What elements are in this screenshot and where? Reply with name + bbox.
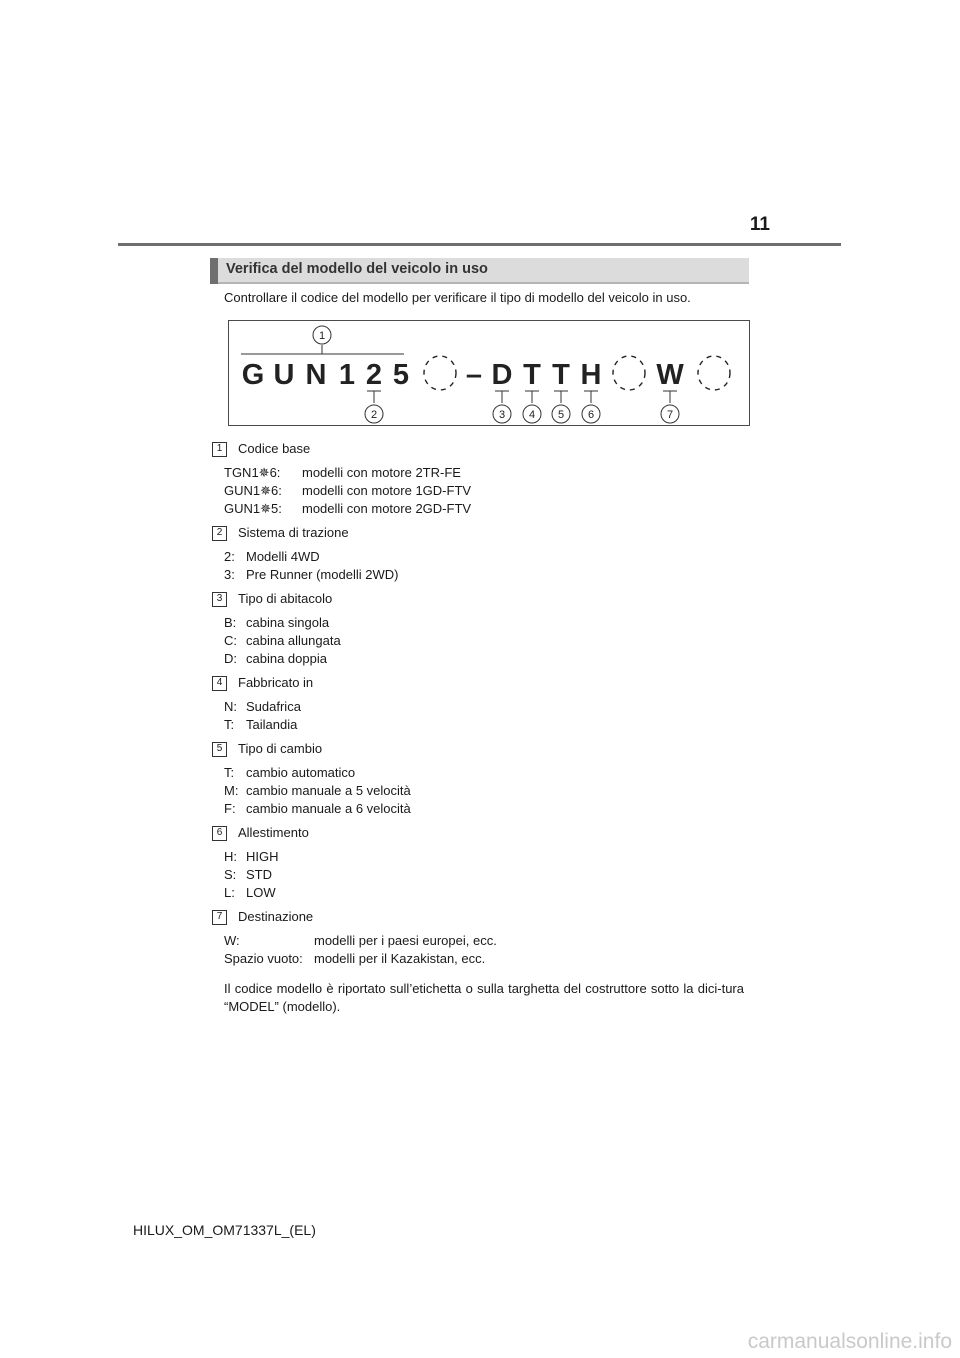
item-number-badge: 5 xyxy=(212,742,227,757)
entry-key: L: xyxy=(224,885,235,900)
item-title: Sistema di trazione xyxy=(238,525,349,540)
entry-value: HIGH xyxy=(246,849,279,864)
placeholder-circle-3 xyxy=(698,356,730,390)
item-title: Tipo di abitacolo xyxy=(238,591,333,606)
entry-key: GUN1✵5: xyxy=(224,501,282,516)
entry-row xyxy=(224,866,752,884)
item-number-badge: 2 xyxy=(212,526,227,541)
code-char-w: W xyxy=(656,359,684,391)
entry-key: W: xyxy=(224,933,240,948)
entry-value: modelli per il Kazakistan, ecc. xyxy=(314,951,486,966)
code-char-t1: T xyxy=(523,359,541,391)
item-number-badge: 1 xyxy=(212,442,227,457)
entry-key: T: xyxy=(224,717,235,732)
callout-4-label: 4 xyxy=(528,409,536,421)
entry-value: modelli per i paesi europei, ecc. xyxy=(314,933,497,948)
entry-value: modelli con motore 1GD-FTV xyxy=(302,483,472,498)
entry-row xyxy=(224,698,752,716)
entry-key: M: xyxy=(224,783,239,798)
entry-row xyxy=(224,614,752,632)
entry-value: Sudafrica xyxy=(246,699,301,714)
code-char-h: H xyxy=(580,359,602,391)
entry-key: GUN1✵6: xyxy=(224,483,282,498)
item-number-badge: 6 xyxy=(212,826,227,841)
code-char-n: N xyxy=(305,359,327,391)
entry-key: N: xyxy=(224,699,237,714)
intro-text: Controllare il codice del modello per verificare il tipo di modello del veicolo in uso. xyxy=(224,290,691,305)
model-code-diagram xyxy=(228,320,750,426)
entry-value: LOW xyxy=(246,885,276,900)
entry-key: F: xyxy=(224,801,236,816)
item-number-badge: 7 xyxy=(212,910,227,925)
entry-value: Modelli 4WD xyxy=(246,549,320,564)
header-rule xyxy=(118,243,841,246)
entry-row xyxy=(224,716,752,734)
entry-key: TGN1✵6: xyxy=(224,465,281,480)
entry-value: cabina allungata xyxy=(246,633,341,648)
entry-row xyxy=(224,482,752,500)
entry-key: C: xyxy=(224,633,237,648)
legend-item-2 xyxy=(212,524,752,542)
page-number: 11 xyxy=(749,214,770,235)
item-title: Codice base xyxy=(238,441,311,456)
item-entries xyxy=(224,698,752,734)
item-number-badge: 3 xyxy=(212,592,227,607)
entry-key: T: xyxy=(224,765,235,780)
item-number-badge: 4 xyxy=(212,676,227,691)
entry-row xyxy=(224,548,752,566)
placeholder-circle-1 xyxy=(424,356,456,390)
code-char-5: 5 xyxy=(392,359,410,391)
callout-1-label: 1 xyxy=(318,330,326,342)
item-title: Tipo di cambio xyxy=(238,741,323,756)
item-entries xyxy=(224,548,752,584)
entry-key: Spazio vuoto: xyxy=(224,951,303,966)
entry-key: S: xyxy=(224,867,237,882)
legend-item-7 xyxy=(212,908,752,926)
entry-value: Tailandia xyxy=(246,717,298,732)
callout-5-label: 5 xyxy=(557,409,565,421)
entry-row xyxy=(224,764,752,782)
item-title: Allestimento xyxy=(238,825,309,840)
entry-value: cambio manuale a 6 velocità xyxy=(246,801,411,816)
code-legend xyxy=(212,440,752,974)
watermark: carmanualsonline.info xyxy=(747,1330,952,1353)
entry-row xyxy=(224,932,752,950)
legend-item-1 xyxy=(212,440,752,458)
placeholder-circle-2 xyxy=(613,356,645,390)
callout-6-label: 6 xyxy=(587,409,595,421)
code-char-u: U xyxy=(273,359,295,391)
callout-3-label: 3 xyxy=(498,409,506,421)
code-char-1: 1 xyxy=(338,359,356,391)
item-entries xyxy=(224,848,752,902)
entry-row xyxy=(224,500,752,518)
entry-key: B: xyxy=(224,615,237,630)
section-header-bar xyxy=(210,258,218,284)
entry-value: modelli con motore 2TR-FE xyxy=(302,465,461,480)
entry-row xyxy=(224,650,752,668)
item-entries xyxy=(224,464,752,518)
entry-value: STD xyxy=(246,867,272,882)
legend-item-4 xyxy=(212,674,752,692)
entry-row xyxy=(224,632,752,650)
section-title: Verifica del modello del veicolo in uso xyxy=(226,261,488,277)
entry-row xyxy=(224,464,752,482)
legend-item-3 xyxy=(212,590,752,608)
entry-value: cambio manuale a 5 velocità xyxy=(246,783,411,798)
entry-value: modelli con motore 2GD-FTV xyxy=(302,501,472,516)
section-header xyxy=(210,258,749,284)
entry-row xyxy=(224,884,752,902)
code-char-d: D xyxy=(491,359,513,391)
item-title: Destinazione xyxy=(238,909,314,924)
entry-row xyxy=(224,566,752,584)
item-entries xyxy=(224,932,752,968)
code-char-t2: T xyxy=(552,359,570,391)
entry-value: cabina doppia xyxy=(246,651,327,666)
entry-key: D: xyxy=(224,651,237,666)
code-char-g: G xyxy=(241,359,265,391)
entry-value: Pre Runner (modelli 2WD) xyxy=(246,567,399,582)
code-char-2: 2 xyxy=(365,359,383,391)
entry-key: H: xyxy=(224,849,237,864)
legend-item-5 xyxy=(212,740,752,758)
callout-7-label: 7 xyxy=(666,409,674,421)
entry-row xyxy=(224,800,752,818)
item-entries xyxy=(224,764,752,818)
callout-2-label: 2 xyxy=(370,409,378,421)
entry-value: cambio automatico xyxy=(246,765,356,780)
entry-key: 2: xyxy=(224,549,235,564)
entry-key: 3: xyxy=(224,567,235,582)
item-title: Fabbricato in xyxy=(238,675,314,690)
legend-item-6 xyxy=(212,824,752,842)
item-entries xyxy=(224,614,752,668)
code-char-dash: – xyxy=(465,359,483,391)
entry-row xyxy=(224,782,752,800)
entry-row xyxy=(224,950,752,968)
entry-value: cabina singola xyxy=(246,615,330,630)
entry-row xyxy=(224,848,752,866)
document-code: HILUX_OM_OM71337L_(EL) xyxy=(133,1222,316,1238)
model-label-note: Il codice modello è riportato sull’etichetta o sulla targhetta del costruttore sotto la dici-tura “MODEL” (modello). xyxy=(224,981,744,1014)
